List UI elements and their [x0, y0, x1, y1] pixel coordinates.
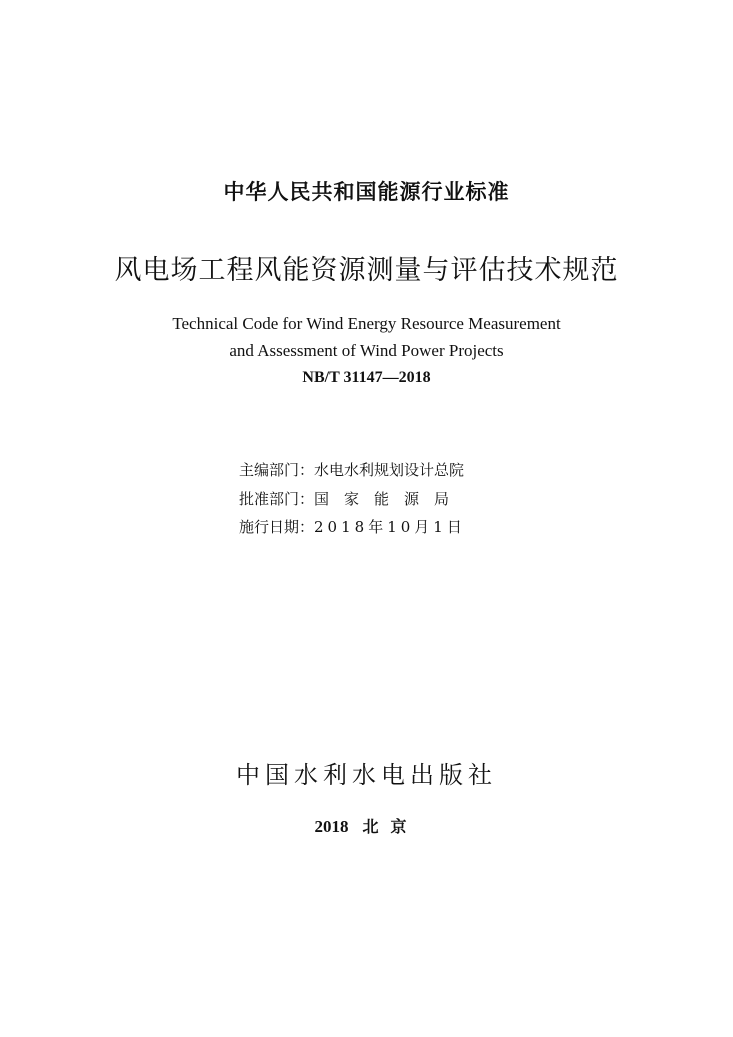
document-title-english-line1: Technical Code for Wind Energy Resource Measurement: [172, 314, 561, 333]
effective-date-row: [239, 516, 466, 537]
publication-place-year: [0, 814, 733, 837]
approval-department-label: 批准部门：: [239, 490, 315, 508]
publication-city: 北京: [362, 817, 419, 836]
effective-date-label: 施行日期：: [239, 518, 315, 536]
approval-department-value: 国家能源局: [314, 490, 465, 508]
document-title-chinese: 风电场工程风能资源测量与评估技术规范: [114, 255, 619, 286]
document-title-english-line2: and Assessment of Wind Power Projects: [229, 341, 504, 360]
industry-standard-heading: 中华人民共和国能源行业标准: [223, 180, 510, 204]
approval-department-row: [239, 488, 464, 509]
chief-department-row: [239, 459, 464, 480]
standard-code: NB/T 31147—2018: [302, 369, 431, 386]
publication-year: 2018: [314, 817, 349, 836]
chief-department-label: 主编部门：: [239, 461, 315, 479]
effective-date-value: 2018年10月1日: [314, 518, 466, 536]
chief-department-value: 水电水利规划设计总院: [314, 461, 465, 479]
publisher-name: 中国水利水电出版社: [236, 761, 497, 789]
